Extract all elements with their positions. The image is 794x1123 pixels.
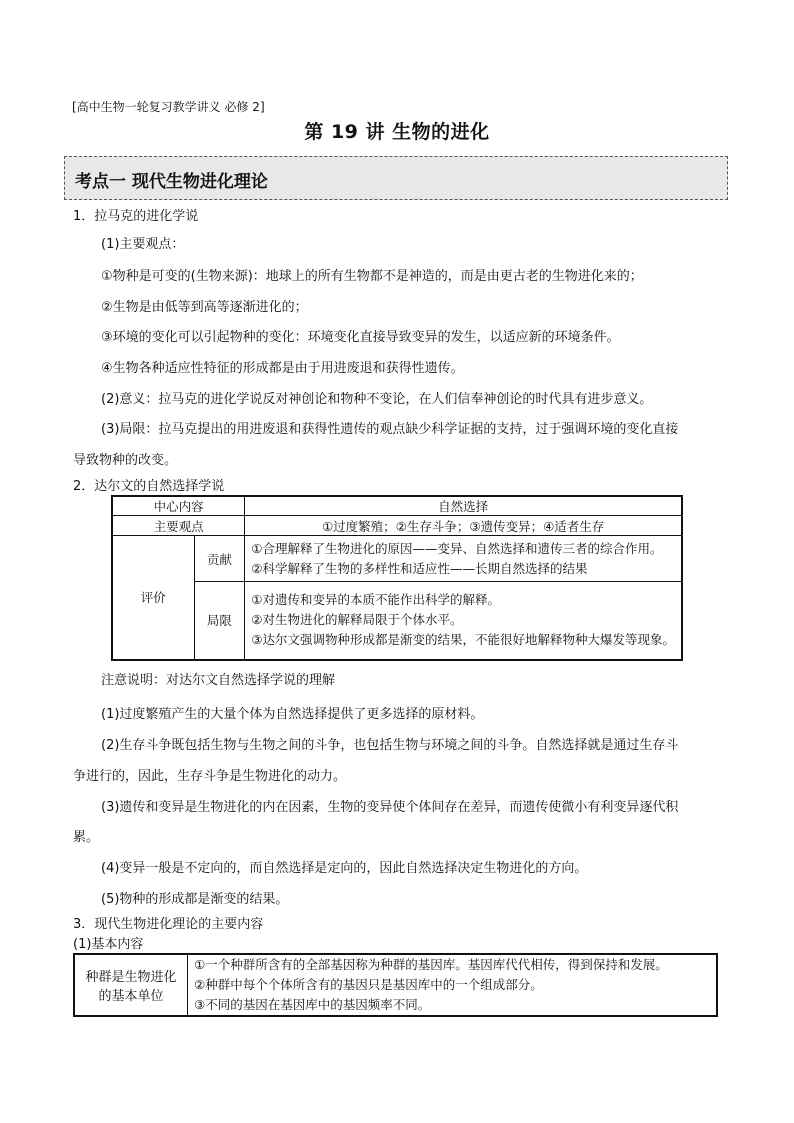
- unit-line: ①一个种群所含有的全部基因称为种群的基因库。基因库代代相传，得到保持和发展。: [194, 957, 668, 972]
- unit-line: ②种群中每个个体所含有的基因只是基因库中的一个组成部分。: [194, 977, 543, 992]
- table-cell: 自然选择: [245, 496, 682, 516]
- part1-point2: ②生物是由低等到高等逐渐进化的；: [101, 300, 308, 315]
- limitation-line: ①对遗传和变异的本质不能作出科学的解释。: [251, 592, 500, 608]
- part1-heading: 1．拉马克的进化学说: [73, 209, 199, 224]
- part1-limitation-line1: (3)局限：拉马克提出的用进废退和获得性遗传的观点缺少科学证据的支持，过于强调环境的变化直接: [101, 422, 679, 437]
- unit-label-line: 的基本单位: [98, 989, 164, 1004]
- limitation-line: ③达尔文强调物种形成都是渐变的结果，不能很好地解释物种大爆发等现象。: [251, 632, 675, 648]
- unit-line: ③不同的基因在基因库中的基因频率不同。: [194, 997, 431, 1012]
- section-banner-title: 考点一 现代生物进化理论: [75, 172, 268, 192]
- note-item-2-line1: (2)生存斗争既包括生物与生物之间的斗争，也包括生物与环境之间的斗争。自然选择就是通过生存斗: [101, 738, 679, 753]
- part2-heading: 2．达尔文的自然选择学说: [73, 479, 225, 494]
- note-item-3-line2: 累。: [73, 830, 100, 845]
- page-title: 第 19 讲 生物的进化: [304, 121, 490, 143]
- part1-limitation-line2: 导致物种的改变。: [73, 453, 178, 468]
- table-cell: [188, 954, 718, 1016]
- modern-theory-table: [73, 953, 718, 1017]
- part1-sub1: (1)主要观点：: [101, 237, 185, 252]
- contribution-line: ②科学解释了生物的多样性和适应性——长期自然选择的结果: [251, 560, 588, 576]
- part1-point4: ④生物各种适应性特征的形成都是由于用进废退和获得性遗传。: [101, 361, 464, 376]
- limitation-line: ②对生物进化的解释局限于个体水平。: [251, 612, 463, 628]
- table-cell-evaluation: 评价: [112, 536, 194, 660]
- part3-heading: 3．现代生物进化理论的主要内容: [73, 917, 264, 932]
- table-cell: 主要观点: [112, 516, 245, 536]
- part1-significance: (2)意义：拉马克的进化学说反对神创论和物种不变论，在人们信奉神创论的时代具有进步意义。: [101, 392, 653, 407]
- note-item-1: (1)过度繁殖产生的大量个体为自然选择提供了更多选择的原材料。: [101, 707, 484, 722]
- section-banner: [64, 156, 728, 200]
- part1-point3: ③环境的变化可以引起物种的变化：环境变化直接导致变异的发生，以适应新的环境条件。: [101, 330, 620, 345]
- document-series-label: [高中生物一轮复习教学讲义 必修 2]: [72, 100, 265, 114]
- table-cell: ①过度繁殖；②生存斗争；③遗传变异；④适者生存: [245, 516, 682, 536]
- part1-point1: ①物种是可变的(生物来源)：地球上的所有生物都不是神造的，而是由更古老的生物进化来的；: [101, 269, 643, 284]
- table-cell-limitation: 局限: [194, 582, 245, 660]
- part3-sub1: (1)基本内容: [73, 937, 144, 952]
- table-cell: [245, 582, 682, 660]
- note-title: 注意说明：对达尔文自然选择学说的理解: [101, 673, 336, 688]
- table-cell-contribution: 贡献: [194, 536, 245, 582]
- note-item-3-line1: (3)遗传和变异是生物进化的内在因素，生物的变异使个体间存在差异，而遗传使微小有利变异逐代积: [101, 800, 679, 815]
- table-cell: [245, 536, 682, 582]
- table-cell: 中心内容: [112, 496, 245, 516]
- table-cell-unit-label: [74, 954, 188, 1016]
- note-item-4: (4)变异一般是不定向的，而自然选择是定向的，因此自然选择决定生物进化的方向。: [101, 861, 588, 876]
- note-item-5: (5)物种的形成都是渐变的结果。: [101, 892, 289, 907]
- unit-label-line: 种群是生物进化: [85, 970, 177, 985]
- contribution-line: ①合理解释了生物进化的原因——变异、自然选择和遗传三者的综合作用。: [251, 540, 663, 556]
- darwin-table: [111, 495, 683, 661]
- note-item-2-line2: 争进行的，因此，生存斗争是生物进化的动力。: [73, 769, 347, 784]
